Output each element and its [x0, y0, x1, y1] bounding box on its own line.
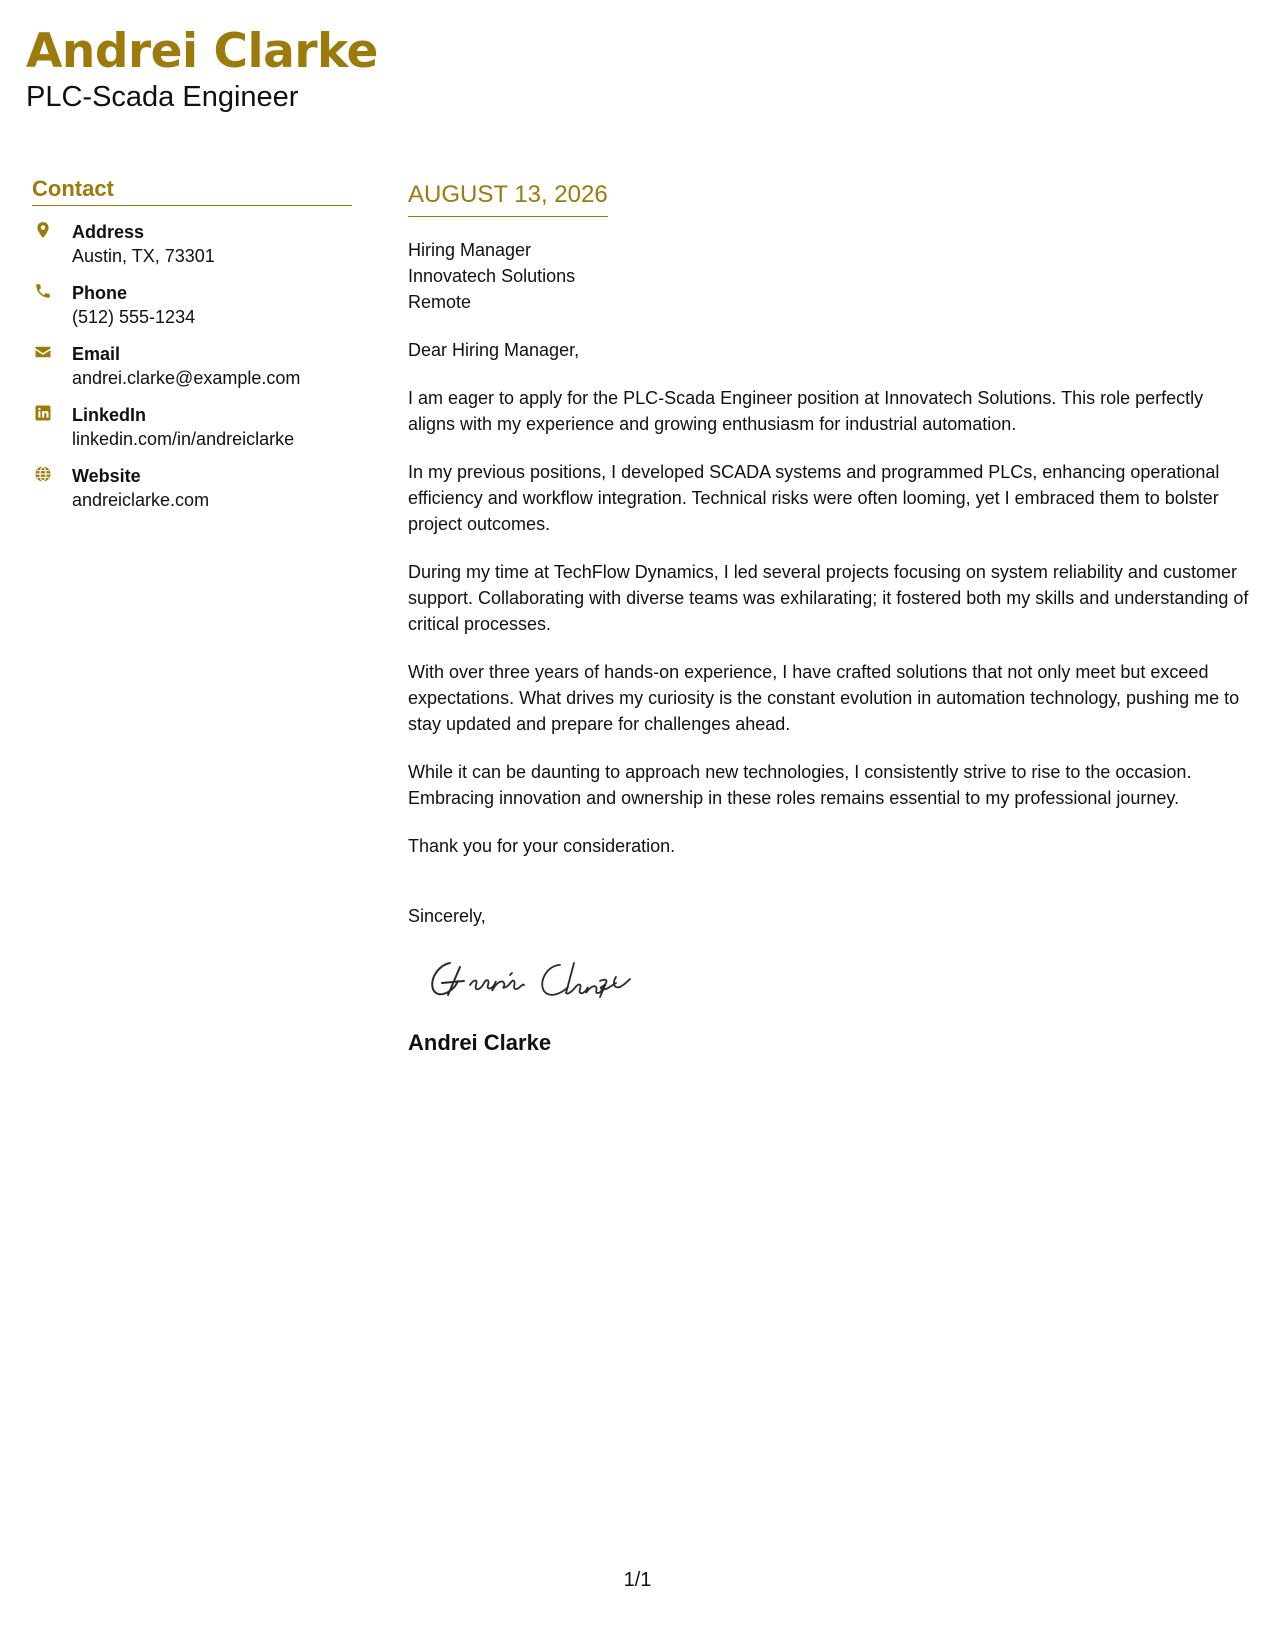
contact-item-address [32, 220, 352, 268]
recipient-line: Remote [408, 292, 472, 312]
handwritten-signature [420, 951, 660, 1011]
closing: Sincerely, [408, 906, 486, 926]
recipient-line: Innovatech Solutions [408, 266, 576, 286]
contact-item-website [32, 464, 352, 512]
contact-label: Email [72, 344, 121, 364]
contact-label: Website [72, 466, 141, 486]
envelope-icon [32, 342, 72, 361]
body-paragraph: While it can be daunting to approach new technologies, I consistently strive to rise to the occasion. Embracing innovation and ownership in these roles remains essential to my professional journey. [408, 762, 1192, 808]
contact-label: LinkedIn [72, 405, 147, 425]
body-paragraph: With over three years of hands-on experience, I have crafted solutions that not only meet but exceed expectations. What drives my curiosity is the constant evolution in automation technology, pushing me to stay updated and prepare for challenges ahead. [408, 662, 1240, 734]
recipient-line: Hiring Manager [408, 240, 532, 260]
linkedin-value[interactable]: linkedin.com/in/andreiclarke [72, 429, 295, 449]
email-value[interactable]: andrei.clarke@example.com [72, 368, 301, 388]
contact-item-linkedin [32, 403, 352, 451]
letter-header [26, 24, 378, 114]
contact-heading: Contact [32, 176, 352, 206]
letter-body [408, 180, 1253, 1057]
map-pin-icon [32, 220, 72, 239]
website-value[interactable]: andreiclarke.com [72, 490, 210, 510]
contact-item-email [32, 342, 352, 390]
contact-sidebar [32, 176, 352, 525]
phone-icon [32, 281, 72, 300]
contact-item-phone [32, 281, 352, 329]
applicant-title: PLC-Scada Engineer [26, 81, 299, 113]
linkedin-icon [32, 403, 72, 422]
recipient-block [408, 237, 1253, 315]
body-paragraph: In my previous positions, I developed SCADA systems and programmed PLCs, enhancing operational efficiency and workflow integration. Technical risks were often looming, yet I embraced them to bolster project outcomes. [408, 462, 1220, 534]
applicant-name: Andrei Clarke [26, 24, 378, 79]
letter-date: AUGUST 13, 2026 [408, 180, 608, 217]
signer-name: Andrei Clarke [408, 1030, 552, 1055]
body-paragraph: During my time at TechFlow Dynamics, I led several projects focusing on system reliability and customer support. Collaborating with diverse teams was exhilarating; it fostered both my skills and understanding of critical processes. [408, 562, 1249, 634]
globe-icon [32, 464, 72, 483]
body-paragraph: Thank you for your consideration. [408, 836, 676, 856]
page-indicator: 1/1 [623, 1569, 652, 1591]
salutation: Dear Hiring Manager, [408, 340, 580, 360]
address-value: Austin, TX, 73301 [72, 246, 215, 266]
body-paragraph: I am eager to apply for the PLC-Scada Engineer position at Innovatech Solutions. This role perfectly aligns with my experience and growing enthusiasm for industrial automation. [408, 388, 1204, 434]
contact-label: Address [72, 222, 145, 242]
contact-label: Phone [72, 283, 128, 303]
phone-value: (512) 555-1234 [72, 307, 196, 327]
